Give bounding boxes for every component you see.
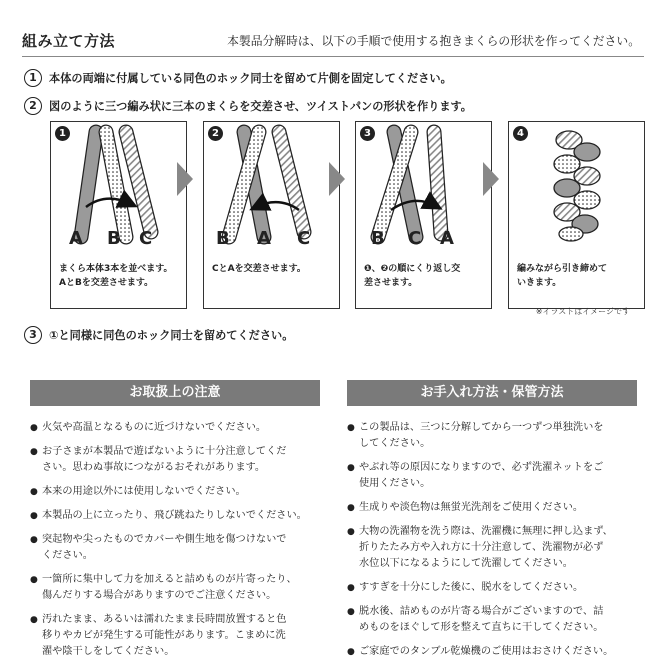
panel-number: 1 [55,126,70,141]
list-item: ● すすぎを十分にした後に、脱水をしてください。 [347,580,637,596]
next-arrow-icon [177,162,193,196]
step-text: 本体の両端に付属している同色のホック同士を留めて片側を固定してください。 [49,72,452,85]
list-item: ● 汚れたまま、あるいは濡れたまま長時間放置すると色 移りやカビが発生する可能性があります。こまめに洗 濯や陰干しをしてください。 [30,612,320,660]
letter-label: C [139,228,153,249]
illustration-panel-1 [50,121,187,309]
panel-number: 2 [208,126,223,141]
step-text: 図のように三つ編み状に三本のまくらを交差させ、ツイストパンの形状を作ります。 [49,100,472,113]
care-heading: お手入れ方法・保管方法 [347,380,637,406]
section-title: 組み立て方法 [22,32,116,50]
list-item: ● この製品は、三つに分解してから一つずつ単独洗いを してください。 [347,420,637,452]
care-section [347,380,637,668]
panel-number: 3 [360,126,375,141]
letter-label: C [408,228,422,249]
list-item: ● 一箇所に集中して力を加えると詰めものが片寄ったり、 傷んだりする場合がありますのでご注意ください。 [30,572,320,604]
step-3 [24,326,293,344]
illustration-panel-3 [355,121,492,309]
letter-label: B [216,228,230,249]
list-item: ● 大物の洗濯物を洗う際は、洗濯機に無理に押し込まず、 折りたたみ方や入れ方に十分注意して、洗濯物が必ず 水位以下になるようにして洗濯してください。 [347,524,637,572]
caution-list [30,420,320,660]
list-item: ● 火気や高温となるものに近づけないでください。 [30,420,320,436]
letter-label: A [440,228,454,249]
twisted-braid-illustration [509,122,644,257]
panel-number: 4 [513,126,528,141]
letter-label: A [69,228,83,249]
step-2 [24,97,472,115]
caution-heading: お取扱上の注意 [30,380,320,406]
illustration-note: ※イラストはイメージです [535,307,630,316]
care-list [347,420,637,660]
list-item: ● ご家庭でのタンブル乾燥機のご使用はおさけください。 [347,644,637,660]
header [22,30,644,54]
next-arrow-icon [329,162,345,196]
next-arrow-icon [483,162,499,196]
panel-caption: 編みながら引き締めて いきます。 [517,264,608,288]
list-item: ● 突起物や尖ったものでカバーや側生地を傷つけないで ください。 [30,532,320,564]
step-text: ①と同様に同色のホック同士を留めてください。 [49,329,294,342]
caution-section [30,380,320,668]
list-item: ● 脱水後、詰めものが片寄る場合がございますので、詰 めものをほぐして形を整えて直ちに干してください。 [347,604,637,636]
step-number: 1 [24,69,42,87]
letter-label: B [371,228,385,249]
list-item: ● 本製品の上に立ったり、飛び跳ねたりしないでください。 [30,508,320,524]
step-number: 3 [24,326,42,344]
panel-caption: ❶、❷の順にくり返し交 差させます。 [364,264,461,288]
letter-label: A [257,228,271,249]
letter-label: C [297,228,311,249]
step-number: 2 [24,97,42,115]
illustration-panel-4 [508,121,645,309]
section-subtitle: 本製品分解時は、以下の手順で使用する抱きまくらの形状を作ってください。 [227,34,640,48]
step-1 [24,69,452,87]
header-divider [22,56,644,57]
letter-label: B [107,228,121,249]
list-item: ● やぶれ等の原因になりますので、必ず洗濯ネットをご 使用ください。 [347,460,637,492]
list-item: ● お子さまが本製品で遊ばないように十分注意してくだ さい。思わぬ事故につながるおそれがあります。 [30,444,320,476]
illustration-panel-2 [203,121,340,309]
panel-caption: まくら本体3本を並べます。 AとBを交差させます。 [59,264,173,288]
list-item: ● 生成りや淡色物は無蛍光洗剤をご使用ください。 [347,500,637,516]
panel-caption: CとAを交差させます。 [212,264,306,274]
list-item: ● 本来の用途以外には使用しないでください。 [30,484,320,500]
